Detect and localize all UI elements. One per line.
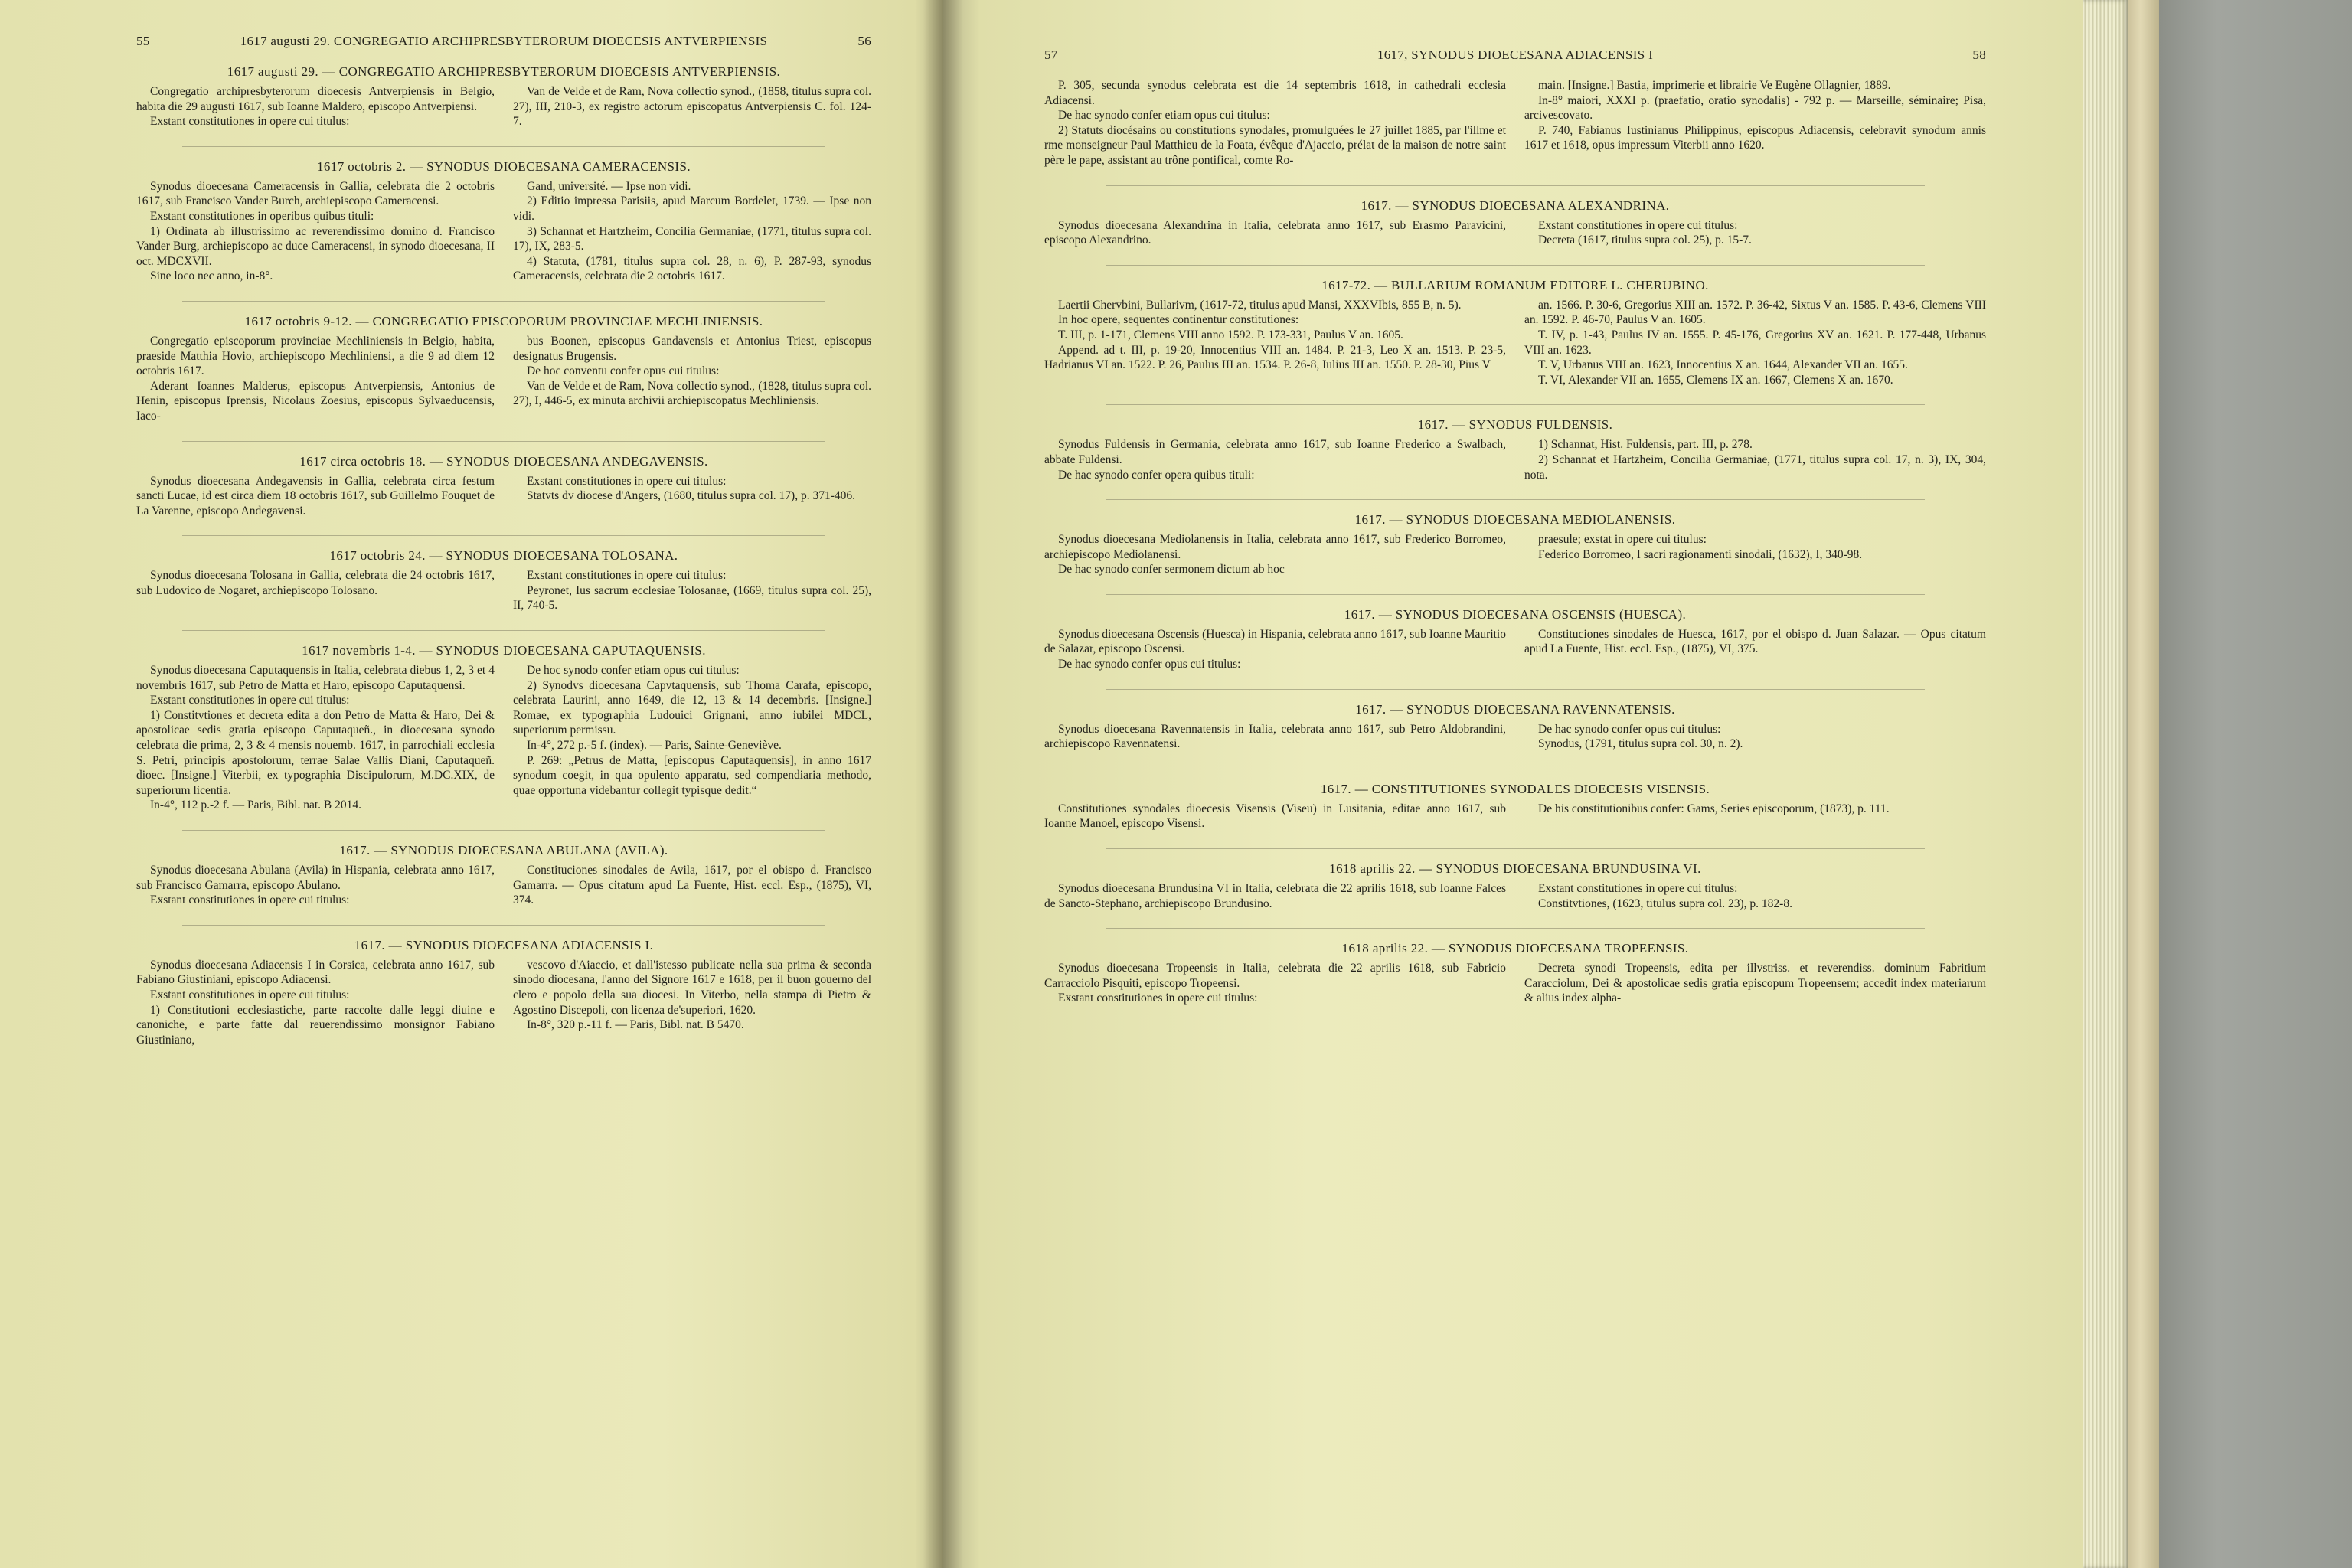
entry-paragraph: Synodus Fuldensis in Germania, celebrata anno 1617, sub Ioanne Frederico a Swalbach, abbate Fuldensi.: [1044, 438, 1506, 466]
entry-column-left: [1044, 881, 1506, 911]
entry-paragraph: Synodus dioecesana Abulana (Avila) in Hispania, celebrata anno 1617, sub Francisco Gamarra, episcopo Abulano.: [136, 864, 495, 892]
entry-paragraph: Congregatio archipresbyterorum dioecesis Antverpiensis in Belgio, habita die 29 augusti 1617, sub Ioanne Maldero, episcopo Antverpiensi.: [136, 85, 495, 113]
entry-paragraph: T. V, Urbanus VIII an. 1623, Innocentius X an. 1644, Alexander VII an. 1655.: [1538, 358, 1908, 372]
entry-paragraph: De hac synodo confer etiam opus cui titulus:: [1058, 109, 1270, 122]
entry-heading: 1617 novembris 1-4. — SYNODUS DIOECESANA CAPUTAQUENSIS.: [302, 643, 706, 658]
book-cover: [2159, 0, 2352, 1568]
entry-paragraph: Exstant constitutiones in opere cui titulus:: [527, 569, 727, 583]
entry-column-right: [1524, 298, 1986, 388]
entry-divider: [182, 146, 825, 147]
entry-paragraph: Synodus dioecesana Mediolanensis in Italia, celebrata anno 1617, sub Frederico Borromeo, archiepiscopo Mediolanensi.: [1044, 533, 1506, 561]
entry-paragraph: T. VI, Alexander VII an. 1655, Clemens IX an. 1667, Clemens X an. 1670.: [1538, 373, 1893, 387]
entry-column-right: [1524, 961, 1986, 1006]
entry-divider: [1106, 928, 1925, 929]
entry-paragraph: Exstant constitutiones in opere cui titulus:: [527, 474, 727, 488]
entry-paragraph: 1) Constitutioni ecclesiastiche, parte raccolte dalle leggi diuine e canoniche, e parte fatte dal reuerendissimo monsignor Fabiano Giustiniano,: [136, 1003, 495, 1047]
entry: [1044, 512, 1986, 577]
entry: [136, 64, 871, 129]
entry-paragraph: Decreta synodi Tropeensis, edita per illvstriss. et reverendiss. dominum Fabritium Caracciolum, Dei & apostolicae sedis gratia episcopum Tropeensem; accedit index materiarum & alius index alpha-: [1524, 962, 1986, 1005]
running-head: [1044, 47, 1986, 63]
entry-column-left: [136, 863, 495, 908]
entry-columns: [136, 863, 871, 908]
entry-column-left: [136, 334, 495, 424]
entry-paragraph: 2) Schannat et Hartzheim, Concilia Germaniae, (1771, titulus supra col. 17, n. 3), IX, 304, nota.: [1524, 452, 1986, 482]
entry: [1044, 941, 1986, 1006]
entry-paragraph: In-4°, 112 p.-2 f. — Paris, Bibl. nat. B 2014.: [150, 799, 361, 812]
entry-paragraph: Exstant constitutiones in operibus quibus tituli:: [150, 209, 374, 223]
entry-paragraph: Constitvtiones, (1623, titulus supra col. 23), p. 182-8.: [1538, 897, 1792, 910]
entry-paragraph: Constitutiones synodales dioecesis Visensis (Viseu) in Lusitania, editae anno 1617, sub Ioanne Manoel, episcopo Visensi.: [1044, 802, 1506, 831]
entry-columns: [136, 474, 871, 519]
entry-paragraph: Van de Velde et de Ram, Nova collectio synod., (1858, titulus supra col. 27), III, 210-3, ex registro actorum episcopatus Antverpiensis C. fol. 124-7.: [513, 85, 871, 129]
page-number: 57: [1044, 47, 1058, 62]
entry-paragraph: Congregatio episcoporum provinciae Mechliniensis in Belgio, habita, praeside Matthia Hovio, archiepiscopo Mechliniensi, a die 9 ad diem 12 octobris 1617.: [136, 334, 495, 378]
entry-paragraph: Synodus dioecesana Cameracensis in Gallia, celebrata die 2 octobris 1617, sub Francisco Vander Burch, archiepiscopo Cameracensi.: [136, 179, 495, 208]
entry-column-left: [136, 179, 495, 284]
entry-paragraph: De hac synodo confer opera quibus tituli:: [1058, 468, 1255, 482]
entry-paragraph: Gand, université. — Ipse non vidi.: [527, 179, 691, 193]
entry-paragraph: 3) Schannat et Hartzheim, Concilia Germaniae, (1771, titulus supra col. 17), IX, 283-5.: [513, 224, 871, 253]
entry-paragraph: Exstant constitutiones in opere cui titulus:: [150, 988, 350, 1001]
entry: [136, 548, 871, 613]
entry-paragraph: Exstant constitutiones in opere cui titulus:: [150, 694, 350, 707]
entry-divider: [182, 830, 825, 831]
entry-column-right: [513, 474, 871, 519]
entry-paragraph: Append. ad t. III, p. 19-20, Innocentius VIII an. 1484. P. 21-3, Leo X an. 1513. P. 23-5, Hadrianus VI an. 1522. P. 26, Paulus III an. 1534. P. 26-8, Iulius III an. 1550. P. 28-30, Pius V: [1044, 343, 1506, 372]
entry: [136, 454, 871, 519]
entry-heading: 1617. — SYNODUS DIOECESANA ALEXANDRINA.: [1361, 198, 1670, 213]
entry: [136, 314, 871, 424]
entry-paragraph: Synodus dioecesana Oscensis (Huesca) in Hispania, celebrata anno 1617, sub Ioanne Mauritio de Salazar, episcopo Oscensi.: [1044, 627, 1506, 656]
entry-paragraph: De hac synodo confer opus cui titulus:: [1058, 658, 1241, 671]
entry-paragraph: Synodus dioecesana Tropeensis in Italia, celebrata die 22 aprilis 1618, sub Fabricio Carracciolo Pisquiti, episcopo Tropeensi.: [1044, 962, 1506, 990]
entry-column-right: [1524, 881, 1986, 911]
entry: [1044, 78, 1986, 168]
entry-divider: [1106, 265, 1925, 266]
entry-paragraph: Laertii Chervbini, Bullarivm, (1617-72, titulus apud Mansi, XXXVIbis, 855 B, n. 5).: [1058, 298, 1462, 312]
entry-paragraph: In hoc opere, sequentes continentur constitutiones:: [1058, 313, 1299, 327]
entry-paragraph: Synodus dioecesana Tolosana in Gallia, celebrata die 24 octobris 1617, sub Ludovico de Nogaret, archiepiscopo Tolosano.: [136, 569, 495, 597]
entry-paragraph: 2) Synodvs dioecesana Capvtaquensis, sub Thoma Carafa, episcopo, celebrata Laurini, anno 1649, die 12, 13 & 14 decembris. [Insigne.] Romae, ex typographia Ludouici Grignani, anno iubilei MDCL, superiorum permissu.: [513, 678, 871, 737]
running-head: [136, 34, 871, 49]
entry-divider: [1106, 499, 1925, 500]
entry-column-right: [1524, 218, 1986, 248]
entry-columns: [1044, 532, 1986, 577]
entry-paragraph: Synodus dioecesana Ravennatensis in Italia, celebrata anno 1617, sub Petro Aldobrandini, archiepiscopo Ravennatensi.: [1044, 722, 1506, 751]
entry-column-left: [1044, 532, 1506, 577]
entry: [1044, 607, 1986, 672]
entry-paragraph: T. III, p. 1-171, Clemens VIII anno 1592. P. 173-331, Paulus V an. 1605.: [1058, 328, 1403, 341]
cover-edge: [2128, 0, 2159, 1568]
entry-paragraph: In-8°, 320 p.-11 f. — Paris, Bibl. nat. B 5470.: [527, 1018, 744, 1032]
entry: [1044, 278, 1986, 388]
entry-paragraph: main. [Insigne.] Bastia, imprimerie et librairie Ve Eugène Ollagnier, 1889.: [1538, 79, 1891, 92]
entry-paragraph: Synodus, (1791, titulus supra col. 30, n. 2).: [1538, 737, 1743, 751]
entry-divider: [182, 535, 825, 536]
entry-paragraph: P. 305, secunda synodus celebrata est die 14 septembris 1618, in cathedrali ecclesia Adiacensi.: [1044, 79, 1506, 107]
entry-paragraph: Exstant constitutiones in opere cui titulus:: [1058, 991, 1258, 1005]
entry-divider: [1106, 689, 1925, 690]
entry-paragraph: Constituciones sinodales de Avila, 1617, por el obispo d. Francisco Gamarra. — Opus citatum apud La Fuente, Hist. eccl. Esp., (1875), VI, 374.: [513, 864, 871, 907]
entry-column-right: [513, 568, 871, 613]
entry-paragraph: bus Boonen, episcopus Gandavensis et Antonius Triest, episcopus designatus Brugensis.: [513, 334, 871, 363]
entry-column-left: [1044, 961, 1506, 1006]
entry-heading: 1617. — SYNODUS DIOECESANA ABULANA (AVILA).: [339, 843, 668, 858]
entry-paragraph: P. 269: „Petrus de Matta, [episcopus Caputaquensis], in anno 1617 synodum coegit, in qua opulento apparatu, sed compendiaria methodo, quae opportuna videbantur collegit typisque dedit.“: [513, 753, 871, 797]
entry-paragraph: Statvts dv diocese d'Angers, (1680, titulus supra col. 17), p. 371-406.: [527, 489, 855, 503]
entry-column-left: [1044, 218, 1506, 248]
entry-column-left: [1044, 298, 1506, 388]
entry-columns: [1044, 218, 1986, 248]
entry-paragraph: Synodus dioecesana Andegavensis in Gallia, celebrata circa festum sancti Lucae, id est circa diem 18 octobris 1617, sub Guillelmo Fouquet de La Varenne, episcopo Andegavensi.: [136, 474, 495, 518]
entry-heading: 1618 aprilis 22. — SYNODUS DIOECESANA TROPEENSIS.: [1341, 941, 1689, 956]
entry-columns: [1044, 627, 1986, 672]
entry-columns: [136, 84, 871, 129]
entry-column-left: [1044, 437, 1506, 482]
entry-column-left: [1044, 722, 1506, 752]
entry-paragraph: Constituciones sinodales de Huesca, 1617, por el obispo d. Juan Salazar. — Opus citatum apud La Fuente, Hist. eccl. Esp., (1875), VI, 375.: [1524, 627, 1986, 656]
entry-columns: [136, 958, 871, 1048]
entry-paragraph: Peyronet, Ius sacrum ecclesiae Tolosanae, (1669, titulus supra col. 25), II, 740-5.: [513, 583, 871, 612]
entry-column-left: [136, 474, 495, 519]
entry-paragraph: De hoc synodo confer etiam opus cui titulus:: [527, 664, 740, 678]
entry-heading: 1617 octobris 2. — SYNODUS DIOECESANA CAMERACENSIS.: [317, 158, 691, 174]
entry: [136, 843, 871, 908]
entry-column-left: [136, 663, 495, 813]
entry-column-right: [1524, 437, 1986, 482]
entry-columns: [1044, 961, 1986, 1006]
entry-paragraph: De hac synodo confer opus cui titulus:: [1538, 722, 1721, 736]
entry-paragraph: In-8° maiori, XXXI p. (praefatio, oratio synodalis) - 792 p. — Marseille, séminaire; Pisa, arcivescovato.: [1524, 93, 1986, 122]
entry-divider: [1106, 594, 1925, 595]
entry-paragraph: Decreta (1617, titulus supra col. 25), p. 15-7.: [1538, 234, 1752, 247]
entry: [136, 159, 871, 284]
entry-paragraph: Sine loco nec anno, in-8°.: [150, 270, 273, 283]
entry-heading: 1617. — SYNODUS DIOECESANA MEDIOLANENSIS.: [1354, 512, 1676, 528]
entry-column-left: [136, 568, 495, 613]
entry-paragraph: 2) Statuts diocésains ou constitutions synodales, promulguées le 27 juillet 1885, par l'illme et rme monseigneur Paul Matthieu de la Foata, évêque d'Ajaccio, prélat de la maison de notre saint père le pape, assistant au trône pontifical, comte Ro-: [1044, 123, 1506, 167]
entry-columns: [1044, 881, 1986, 911]
entry-paragraph: Synodus dioecesana Brundusina VI in Italia, celebrata die 22 aprilis 1618, sub Ioanne Falces de Sancto-Stephano, archiepiscopo Brundusino.: [1044, 882, 1506, 910]
entry: [1044, 861, 1986, 911]
entry-column-right: [1524, 532, 1986, 577]
page-number: 56: [858, 34, 871, 48]
entry-paragraph: De hoc conventu confer opus cui titulus:: [527, 364, 720, 378]
entry-paragraph: De his constitutionibus confer: Gams, Series episcoporum, (1873), p. 111.: [1538, 802, 1890, 815]
entry: [1044, 782, 1986, 831]
entries-list: [1044, 78, 1986, 1006]
entry-column-left: [136, 84, 495, 129]
entry-heading: 1618 aprilis 22. — SYNODUS DIOECESANA BRUNDUSINA VI.: [1329, 861, 1701, 877]
entry-column-left: [1044, 802, 1506, 831]
entry-columns: [1044, 802, 1986, 831]
entry-paragraph: Federico Borromeo, I sacri ragionamenti sinodali, (1632), I, 340-98.: [1538, 547, 1863, 561]
entry-column-right: [513, 958, 871, 1048]
entry-paragraph: P. 740, Fabianus Iustinianus Philippinus, episcopus Adiacensis, celebravit synodum annis 1617 et 1618, opus impressum Viterbii anno 1620.: [1524, 123, 1986, 152]
entry-column-left: [1044, 78, 1506, 168]
entry: [136, 643, 871, 813]
entry-paragraph: Van de Velde et de Ram, Nova collectio synod., (1828, titulus supra col. 27), I, 446-5, ex minuta archivii archiepiscopatus Mechliniensis.: [513, 379, 871, 408]
entry-paragraph: T. IV, p. 1-43, Paulus IV an. 1555. P. 45-176, Gregorius XV an. 1621. P. 177-448, Urbanus VIII an. 1623.: [1524, 328, 1986, 357]
running-head-title: 1617, SYNODUS DIOECESANA ADIACENSIS I: [1377, 47, 1654, 62]
entry: [1044, 417, 1986, 482]
entry-paragraph: Exstant constitutiones in opere cui titulus:: [1538, 882, 1738, 896]
entry-paragraph: 1) Ordinata ab illustrissimo ac reverendissimo domino d. Francisco Vander Burg, archiepiscopo ac duce Cameracensi, in synodo dioecesana, II oct. MDCXVII.: [136, 224, 495, 268]
entry-paragraph: 2) Editio impressa Parisiis, apud Marcum Bordelet, 1739. — Ipse non vidi.: [513, 194, 871, 223]
entry-heading: 1617. — SYNODUS DIOECESANA OSCENSIS (HUESCA).: [1344, 606, 1687, 622]
book-gutter: [923, 0, 963, 1568]
entry-column-left: [136, 958, 495, 1048]
entry-paragraph: Exstant constitutiones in opere cui titulus:: [1538, 218, 1738, 232]
entry-heading: 1617 octobris 24. — SYNODUS DIOECESANA TOLOSANA.: [329, 548, 678, 564]
entry-heading: 1617-72. — BULLARIUM ROMANUM EDITORE L. CHERUBINO.: [1321, 277, 1709, 292]
entry-heading: 1617. — CONSTITUTIONES SYNODALES DIOECESIS VISENSIS.: [1320, 781, 1710, 796]
entry-divider: [182, 301, 825, 302]
page-number: 58: [1972, 47, 1986, 62]
entry-paragraph: Aderant Ioannes Malderus, episcopus Antverpiensis, Antonius de Henin, episcopus Iprensis, Nicolaus Zoesius, episcopus Sylvaeducensis, Iaco-: [136, 379, 495, 423]
entry-paragraph: Exstant constitutiones in opere cui titulus:: [150, 893, 350, 907]
entry-columns: [1044, 78, 1986, 168]
entry-column-right: [513, 84, 871, 129]
entry-column-right: [513, 863, 871, 908]
entry-columns: [1044, 437, 1986, 482]
entry: [136, 938, 871, 1048]
entry-column-right: [513, 179, 871, 284]
entry-column-right: [1524, 78, 1986, 168]
entry-paragraph: 4) Statuta, (1781, titulus supra col. 28, n. 6), P. 287-93, synodus Cameracensis, celebrata die 2 octobris 1617.: [513, 254, 871, 283]
entry-column-right: [1524, 627, 1986, 672]
entry: [1044, 702, 1986, 752]
entry-paragraph: 1) Schannat, Hist. Fuldensis, part. III, p. 278.: [1538, 438, 1753, 452]
entry-divider: [1106, 404, 1925, 405]
entry-divider: [182, 925, 825, 926]
page-number: 55: [136, 34, 150, 48]
entry-paragraph: vescovo d'Aiaccio, et dall'istesso publicate nella sua prima & seconda sinodo diocesana, l'anno del Signore 1617 e 1618, per il buon gouerno del clero e popolo della sua diocesi. In Viterbo, nella stampa di Pietro & Agostino Discepoli, con licenza de'superiori, 1620.: [513, 958, 871, 1017]
entry-paragraph: Synodus dioecesana Caputaquensis in Italia, celebrata diebus 1, 2, 3 et 4 novembris 1617, sub Petro de Matta et Haro, episcopo Caputaquensi.: [136, 664, 495, 692]
entry-paragraph: praesule; exstat in opere cui titulus:: [1538, 533, 1707, 547]
entry-divider: [182, 630, 825, 631]
entry-columns: [136, 568, 871, 613]
entry-paragraph: an. 1566. P. 30-6, Gregorius XIII an. 1572. P. 36-42, Sixtus V an. 1585. P. 43-6, Clemens VIII an. 1592. P. 46-70, Paulus V an. 1605.: [1524, 298, 1986, 327]
entries-list: [136, 64, 871, 1047]
entry-divider: [182, 441, 825, 442]
entry-paragraph: De hac synodo confer sermonem dictum ab hoc: [1058, 563, 1285, 577]
entry-columns: [1044, 722, 1986, 752]
entry-column-right: [1524, 722, 1986, 752]
entry-paragraph: Synodus dioecesana Adiacensis I in Corsica, celebrata anno 1617, sub Fabiano Giustiniani, episcopo Adiacensi.: [136, 958, 495, 987]
entry-paragraph: In-4°, 272 p.-5 f. (index). — Paris, Sainte-Geneviève.: [527, 739, 782, 753]
right-page: [943, 0, 2167, 1568]
entry-columns: [1044, 298, 1986, 388]
entry-divider: [1106, 848, 1925, 849]
entry: [1044, 198, 1986, 248]
page-edges: [2082, 0, 2128, 1568]
entry-divider: [1106, 185, 1925, 186]
left-page: [0, 0, 943, 1568]
entry-heading: 1617 augusti 29. — CONGREGATIO ARCHIPRESBYTERORUM DIOECESIS ANTVERPIENSIS.: [227, 64, 781, 79]
entry-column-right: [1524, 802, 1986, 831]
entry-heading: 1617 octobris 9-12. — CONGREGATIO EPISCOPORUM PROVINCIAE MECHLINIENSIS.: [244, 313, 763, 328]
entry-heading: 1617 circa octobris 18. — SYNODUS DIOECESANA ANDEGAVENSIS.: [299, 453, 708, 469]
entry-column-right: [513, 663, 871, 813]
entry-columns: [136, 334, 871, 424]
entry-paragraph: Exstant constitutiones in opere cui titulus:: [150, 115, 350, 129]
entry-paragraph: 1) Constitvtiones et decreta edita a don Petro de Matta & Haro, Dei & apostolicae sedis gratia episcopo Caputaqueñ., in dioecesana synodo celebrata die prima, 2, 3 & 4 mensis nouemb. 1617, in parrochiali ecclesia S. Petri, principis apostolorum, terrae Salae Vallis Diani, Caputaqueñ. dioec. [Insigne.] Viterbii, ex typographia Discipulorum, M.DC.XIX, de superiorum licentia.: [136, 708, 495, 797]
running-head-title: 1617 augusti 29. CONGREGATIO ARCHIPRESBYTERORUM DIOECESIS ANTVERPIENSIS: [240, 34, 768, 48]
entry-column-right: [513, 334, 871, 424]
entry-column-left: [1044, 627, 1506, 672]
entry-columns: [136, 663, 871, 813]
entry-heading: 1617. — SYNODUS FULDENSIS.: [1417, 417, 1613, 433]
entry-heading: 1617. — SYNODUS DIOECESANA RAVENNATENSIS.: [1355, 701, 1675, 717]
entry-paragraph: Synodus dioecesana Alexandrina in Italia, celebrata anno 1617, sub Erasmo Paravicini, episcopo Alexandrino.: [1044, 218, 1506, 247]
entry-heading: 1617. — SYNODUS DIOECESANA ADIACENSIS I.: [354, 937, 654, 952]
entry-columns: [136, 179, 871, 284]
